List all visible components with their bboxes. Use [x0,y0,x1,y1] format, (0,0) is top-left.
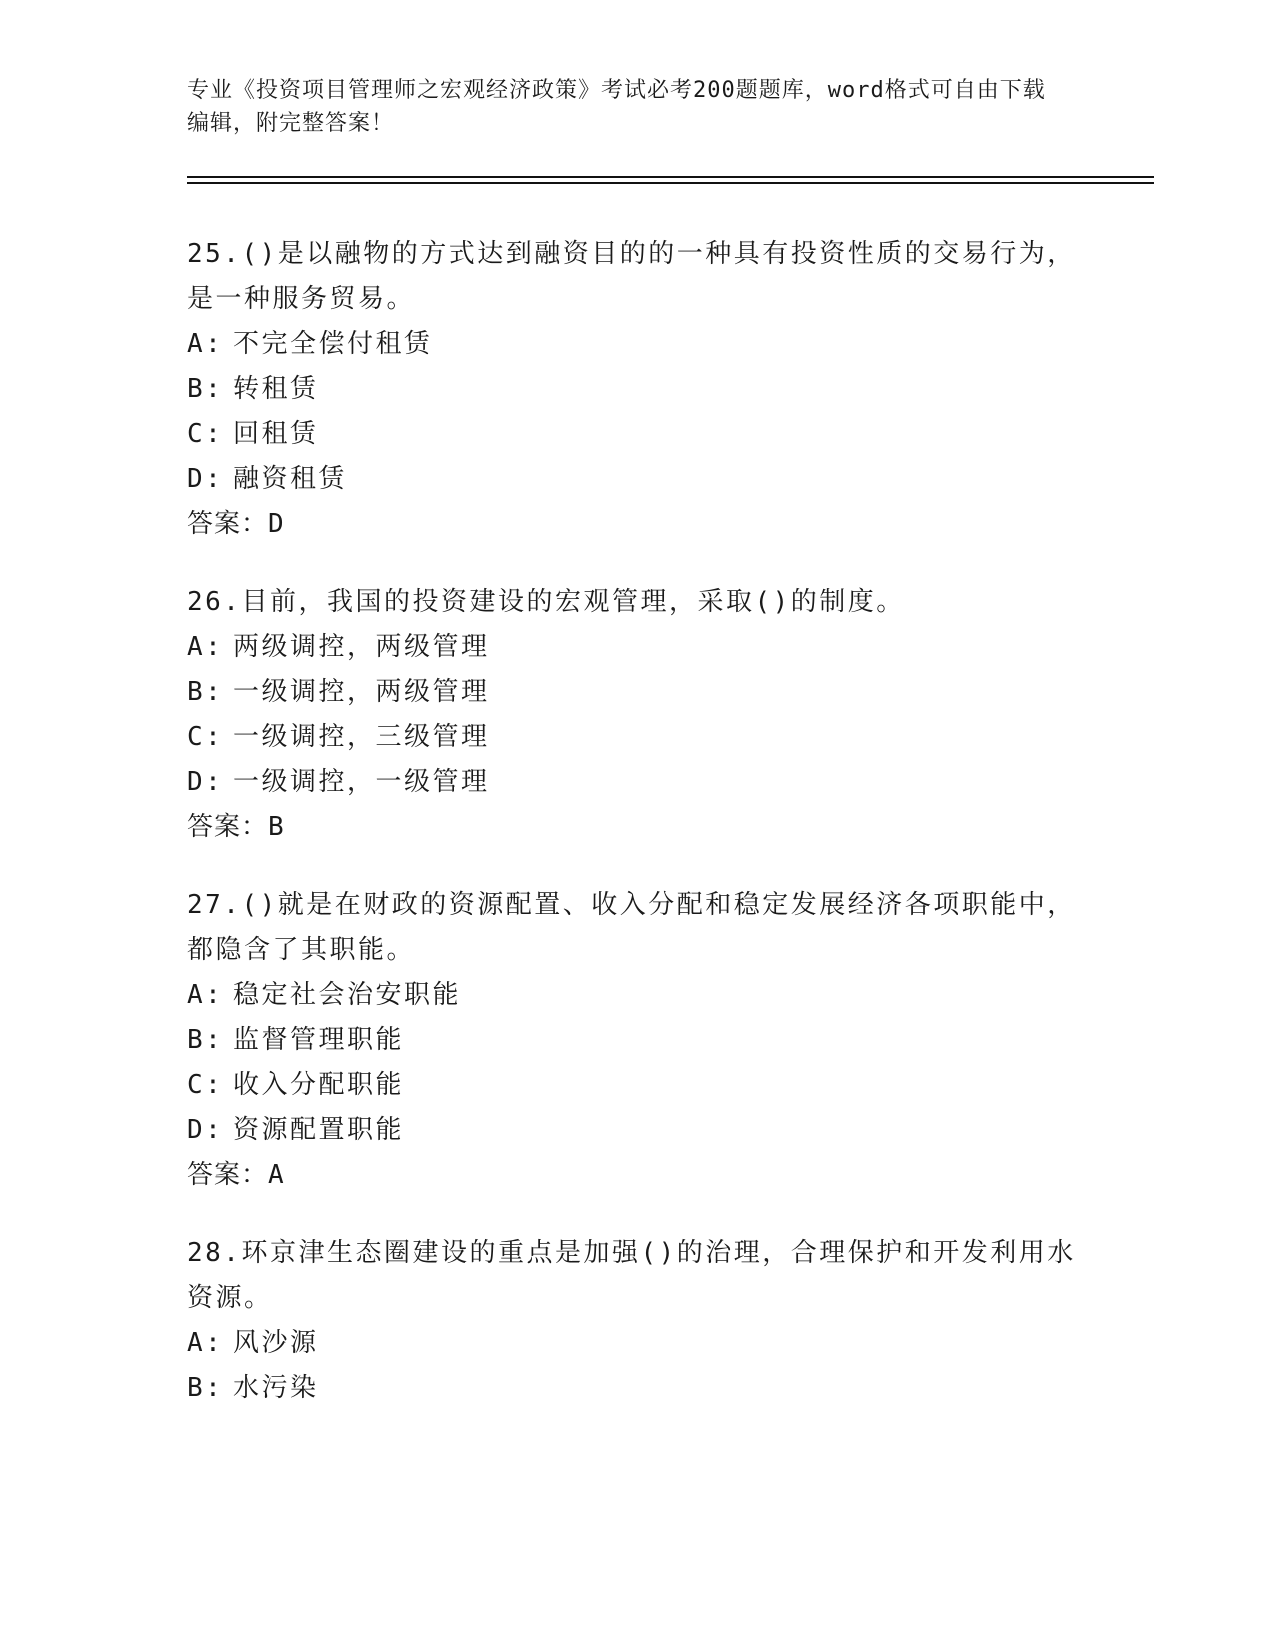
option-key: C: [187,419,224,449]
answer-label: 答案：D [187,509,285,539]
question-stem: 26.目前，我国的投资建设的宏观管理，采取()的制度。 [187,587,905,617]
option-text: 一级调控，两级管理 [233,677,490,707]
header-divider-top [187,176,1154,178]
question-list [187,232,1087,1444]
option-d [187,760,1087,805]
option-text: 回租赁 [233,419,319,449]
option-text: 水污染 [233,1373,319,1403]
option-text: 转租赁 [233,374,319,404]
answer-label: 答案：A [187,1160,285,1190]
option-a [187,625,1087,670]
question-28 [187,1231,1087,1411]
header-divider-bottom [187,182,1154,184]
question-stem: 25.()是以融物的方式达到融资目的的一种具有投资性质的交易行为，是一种服务贸易。 [187,239,1076,314]
question-25 [187,232,1087,547]
option-text: 一级调控，三级管理 [233,722,490,752]
option-key: D: [187,464,224,494]
option-d [187,1108,1087,1153]
option-key: D: [187,767,224,797]
option-c [187,1063,1087,1108]
option-text: 一级调控，一级管理 [233,767,490,797]
document-header: 专业《投资项目管理师之宏观经济政策》考试必考200题题库，word格式可自由下载编辑，附完整答案！ [187,78,1046,136]
option-text: 监督管理职能 [233,1025,405,1055]
option-b [187,1366,1087,1411]
option-text: 稳定社会治安职能 [233,980,462,1010]
option-a [187,322,1087,367]
option-key: A: [187,980,224,1010]
option-b [187,367,1087,412]
option-key: B: [187,1373,224,1403]
option-key: A: [187,632,224,662]
option-text: 风沙源 [233,1328,319,1358]
option-text: 收入分配职能 [233,1070,405,1100]
option-key: B: [187,374,224,404]
question-stem: 27.()就是在财政的资源配置、收入分配和稳定发展经济各项职能中，都隐含了其职能。 [187,890,1076,965]
option-b [187,670,1087,715]
option-key: D: [187,1115,224,1145]
question-26 [187,580,1087,850]
option-c [187,412,1087,457]
option-key: B: [187,677,224,707]
option-text: 融资租赁 [233,464,348,494]
answer-label: 答案：B [187,812,285,842]
option-key: B: [187,1025,224,1055]
option-key: C: [187,722,224,752]
option-a [187,1321,1087,1366]
option-a [187,973,1087,1018]
option-key: A: [187,329,224,359]
option-key: C: [187,1070,224,1100]
question-27 [187,883,1087,1198]
option-text: 资源配置职能 [233,1115,405,1145]
option-key: A: [187,1328,224,1358]
option-text: 不完全偿付租赁 [233,329,433,359]
option-d [187,457,1087,502]
option-c [187,715,1087,760]
question-stem: 28.环京津生态圈建设的重点是加强()的治理，合理保护和开发利用水资源。 [187,1238,1076,1313]
option-b [187,1018,1087,1063]
option-text: 两级调控，两级管理 [233,632,490,662]
